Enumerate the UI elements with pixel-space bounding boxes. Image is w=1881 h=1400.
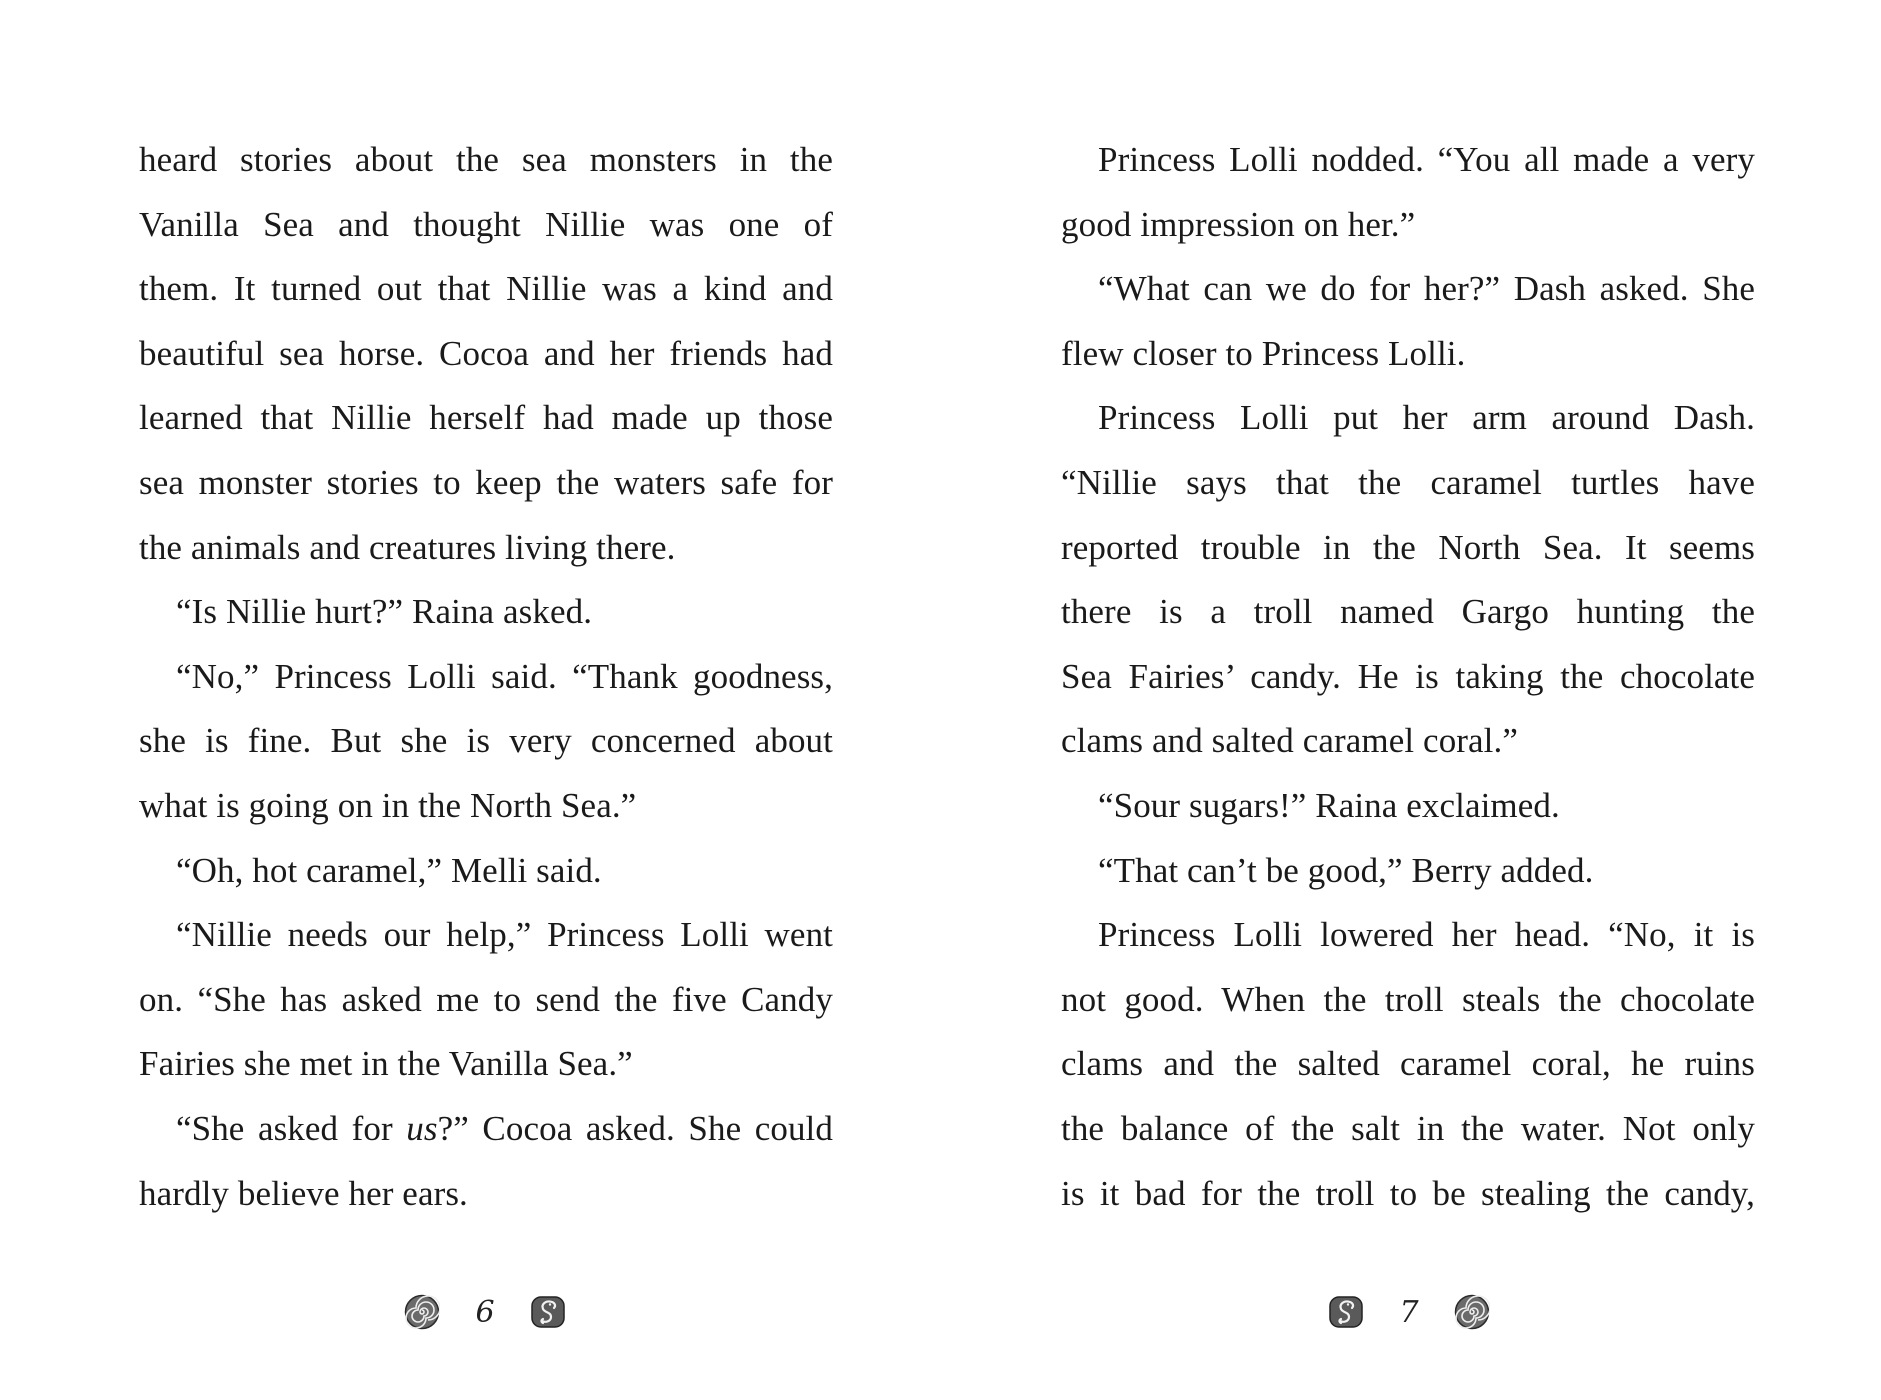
text-line: Fairies she met in the Vanilla Sea.” <box>139 1044 633 1084</box>
text-segment: ?” Cocoa asked. She could <box>437 1108 833 1148</box>
page-number: 6 <box>475 1294 495 1330</box>
seahorse-ornament-icon <box>1328 1294 1364 1330</box>
text-line: “Nillie says that the caramel turtles have <box>1061 462 1755 502</box>
text-line: “Oh, hot caramel,” Melli said. <box>176 850 602 890</box>
text-line: the animals and creatures living there. <box>139 527 676 567</box>
text-line: hardly believe her ears. <box>139 1173 468 1213</box>
text-line: Princess Lolli put her arm around Dash. <box>1098 398 1755 438</box>
text-line: Vanilla Sea and thought Nillie was one of <box>139 204 833 244</box>
text-line: good impression on her.” <box>1061 204 1416 244</box>
seahorse-ornament-icon <box>530 1294 566 1330</box>
text-line: clams and the salted caramel coral, he ruins <box>1061 1044 1755 1084</box>
text-line: not good. When the troll steals the chocolate <box>1061 979 1755 1019</box>
text-line: is it bad for the troll to be stealing the candy, <box>1061 1173 1755 1213</box>
text-line: the balance of the salt in the water. Not only <box>1061 1108 1755 1148</box>
page-number: 7 <box>1399 1294 1419 1330</box>
text-line: them. It turned out that Nillie was a kind and <box>139 269 833 309</box>
text-line: “Nillie needs our help,” Princess Lolli went <box>176 915 833 955</box>
text-line: Sea Fairies’ candy. He is taking the chocolate <box>1061 656 1755 696</box>
text-line-with-emphasis <box>139 1097 833 1162</box>
text-line: what is going on in the North Sea.” <box>139 785 637 825</box>
text-line: heard stories about the sea monsters in the <box>139 140 833 179</box>
left-page <box>139 128 833 1226</box>
text-line: reported trouble in the North Sea. It seems <box>1061 527 1755 567</box>
text-line: clams and salted caramel coral.” <box>1061 721 1518 761</box>
swirl-lollipop-icon <box>404 1294 440 1330</box>
text-line: learned that Nillie herself had made up those <box>139 398 833 438</box>
text-line: Princess Lolli nodded. “You all made a very <box>1098 140 1755 179</box>
text-segment: “She asked for <box>176 1108 407 1148</box>
right-page <box>1061 128 1755 1226</box>
text-line: Princess Lolli lowered her head. “No, it is <box>1098 915 1755 955</box>
text-line: sea monster stories to keep the waters safe for <box>139 462 833 502</box>
right-page-footer <box>1328 1289 1490 1335</box>
text-line: on. “She has asked me to send the five Candy <box>139 979 833 1019</box>
text-line: flew closer to Princess Lolli. <box>1061 333 1466 373</box>
text-line: “What can we do for her?” Dash asked. She <box>1098 269 1755 309</box>
emphasis-word: us <box>406 1108 438 1148</box>
swirl-lollipop-icon <box>1454 1294 1490 1330</box>
text-line: “That can’t be good,” Berry added. <box>1098 850 1594 890</box>
text-line: there is a troll named Gargo hunting the <box>1061 592 1755 632</box>
text-line: beautiful sea horse. Cocoa and her friends had <box>139 333 833 373</box>
text-line: “Sour sugars!” Raina exclaimed. <box>1098 785 1560 825</box>
text-line: she is fine. But she is very concerned about <box>139 721 833 761</box>
text-line: “No,” Princess Lolli said. “Thank goodness, <box>176 656 833 696</box>
left-page-footer <box>404 1289 566 1335</box>
text-line: “Is Nillie hurt?” Raina asked. <box>176 592 593 632</box>
